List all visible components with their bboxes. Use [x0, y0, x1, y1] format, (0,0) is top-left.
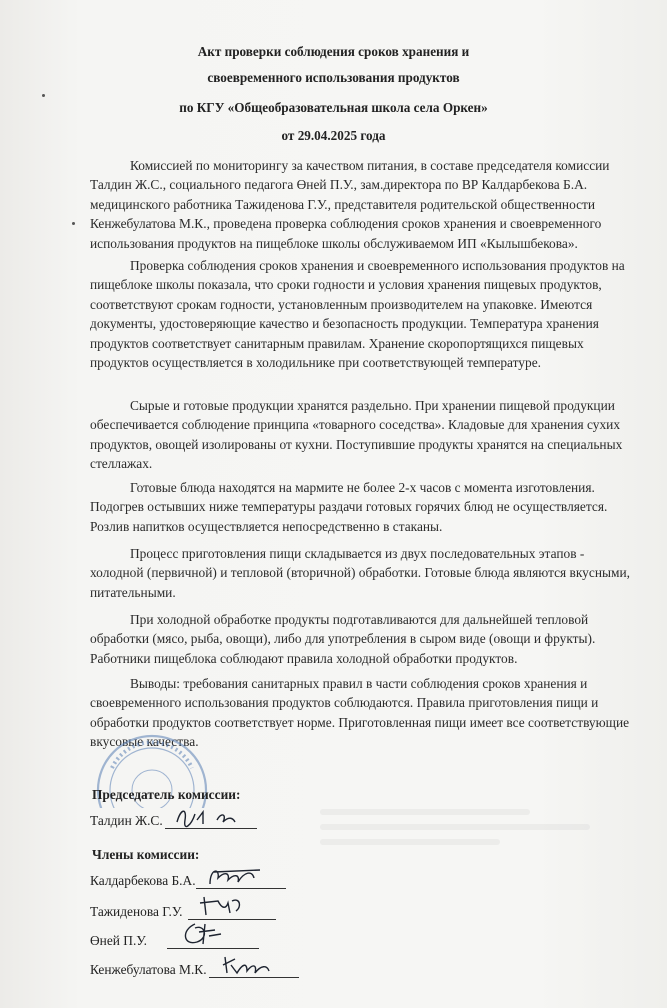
scan-speck	[42, 94, 45, 97]
document-title-line-2: своевременного использования продуктов	[207, 70, 460, 85]
member-name: Калдарбекова Б.А.	[90, 873, 196, 888]
paragraph-inspection: Проверка соблюдения сроков хранения и своевременного использования продуктов на пищеблоке школы показала, что сроки годности и условия хранения пищевых продуктов, соответствуют срокам годности, установленным производителем на упаковке. Имеются документы, удостоверяющие качество и безопасность продукции. Температура хранения продуктов соответствует санитарным правилам. Хранение скоропортящихся пищевых продуктов осуществляется в холодильнике при соответствующей температуре.	[90, 258, 625, 371]
chair-heading: Председатель комиссии:	[92, 787, 241, 802]
paragraph-commission: Комиссией по мониторингу за качеством питания, в составе председателя комиссии Талдин Ж.С., социального педагога Өней П.У., зам.директора по ВР Калдарбекова Б.А. медицинского работника Тажиденова Г.У., представителя родительской общественности Кенжебулатова М.К., проведена проверка соблюдения сроков хранения и своевременного использования продуктов на пищеблоке школы обслуживаемом ИП «Кылышбекова».	[90, 158, 610, 251]
signature-line	[188, 903, 276, 920]
chair-signature-row	[90, 812, 257, 829]
handwritten-signature	[217, 953, 287, 977]
handwritten-signature	[173, 806, 253, 828]
member-signature-row	[90, 932, 259, 949]
handwritten-signature	[196, 893, 266, 919]
member-signature-row	[90, 961, 299, 978]
document-title-line-1: Акт проверки соблюдения сроков хранения и	[197, 44, 470, 59]
chair-name: Талдин Ж.С.	[90, 813, 163, 828]
paragraph-conclusions: Выводы: требования санитарных правил в части соблюдения сроков хранения и своевременного использования продуктов соблюдаются. Правила приготовления пищи и обработки продуктов соответствует норме. Приготовленная пищи имеет все соответствующие вкусовые качества.	[90, 676, 630, 750]
signature-line	[196, 872, 286, 889]
paragraph-ready-meals: Готовые блюда находятся на мармите не более 2-х часов с момента изготовления. Подогрев остывших ниже температуры раздачи готовых горячих блюд не осуществляется. Розлив напитков осуществляется непосредственно в стаканы.	[90, 480, 608, 534]
member-name: Өней П.У.	[90, 933, 147, 948]
member-name: Кенжебулатова М.К.	[90, 962, 207, 977]
member-signature-row	[90, 903, 276, 920]
faint-bleed-through	[320, 800, 620, 880]
handwritten-signature	[204, 864, 274, 888]
scan-speck	[72, 222, 75, 225]
member-name: Тажиденова Г.У.	[90, 904, 183, 919]
paragraph-cold-processing: При холодной обработке продукты подготавливаются для дальнейшей тепловой обработки (мясо, рыба, овощи), либо для употребления в сыром виде (овощи и фрукты). Работники пищеблока соблюдают правила холодной обработки продуктов.	[90, 612, 596, 666]
document-date: от 29.04.2025 года	[281, 128, 386, 143]
handwritten-signature	[175, 920, 245, 948]
paragraph-cooking-process: Процесс приготовления пищи складывается из двух последовательных этапов - холодной (первичной) и тепловой (вторичной) обработки. Готовые блюда являются вкусными, питательными.	[90, 546, 630, 600]
members-heading: Члены комиссии:	[92, 847, 200, 862]
document-title-line-3: по КГУ «Общеобразовательная школа села Оркен»	[179, 100, 488, 115]
member-signature-row	[90, 872, 286, 889]
signature-line	[165, 812, 257, 829]
paragraph-storage: Сырые и готовые продукции хранятся раздельно. При хранении пищевой продукции обеспечивается соблюдение принципа «товарного соседства». Кладовые для хранения сухих продуктов, овощей изолированы от кухни. Поступившие продукты хранятся на специальных стеллажах.	[90, 398, 623, 472]
signature-line	[209, 961, 299, 978]
signature-line	[167, 932, 259, 949]
